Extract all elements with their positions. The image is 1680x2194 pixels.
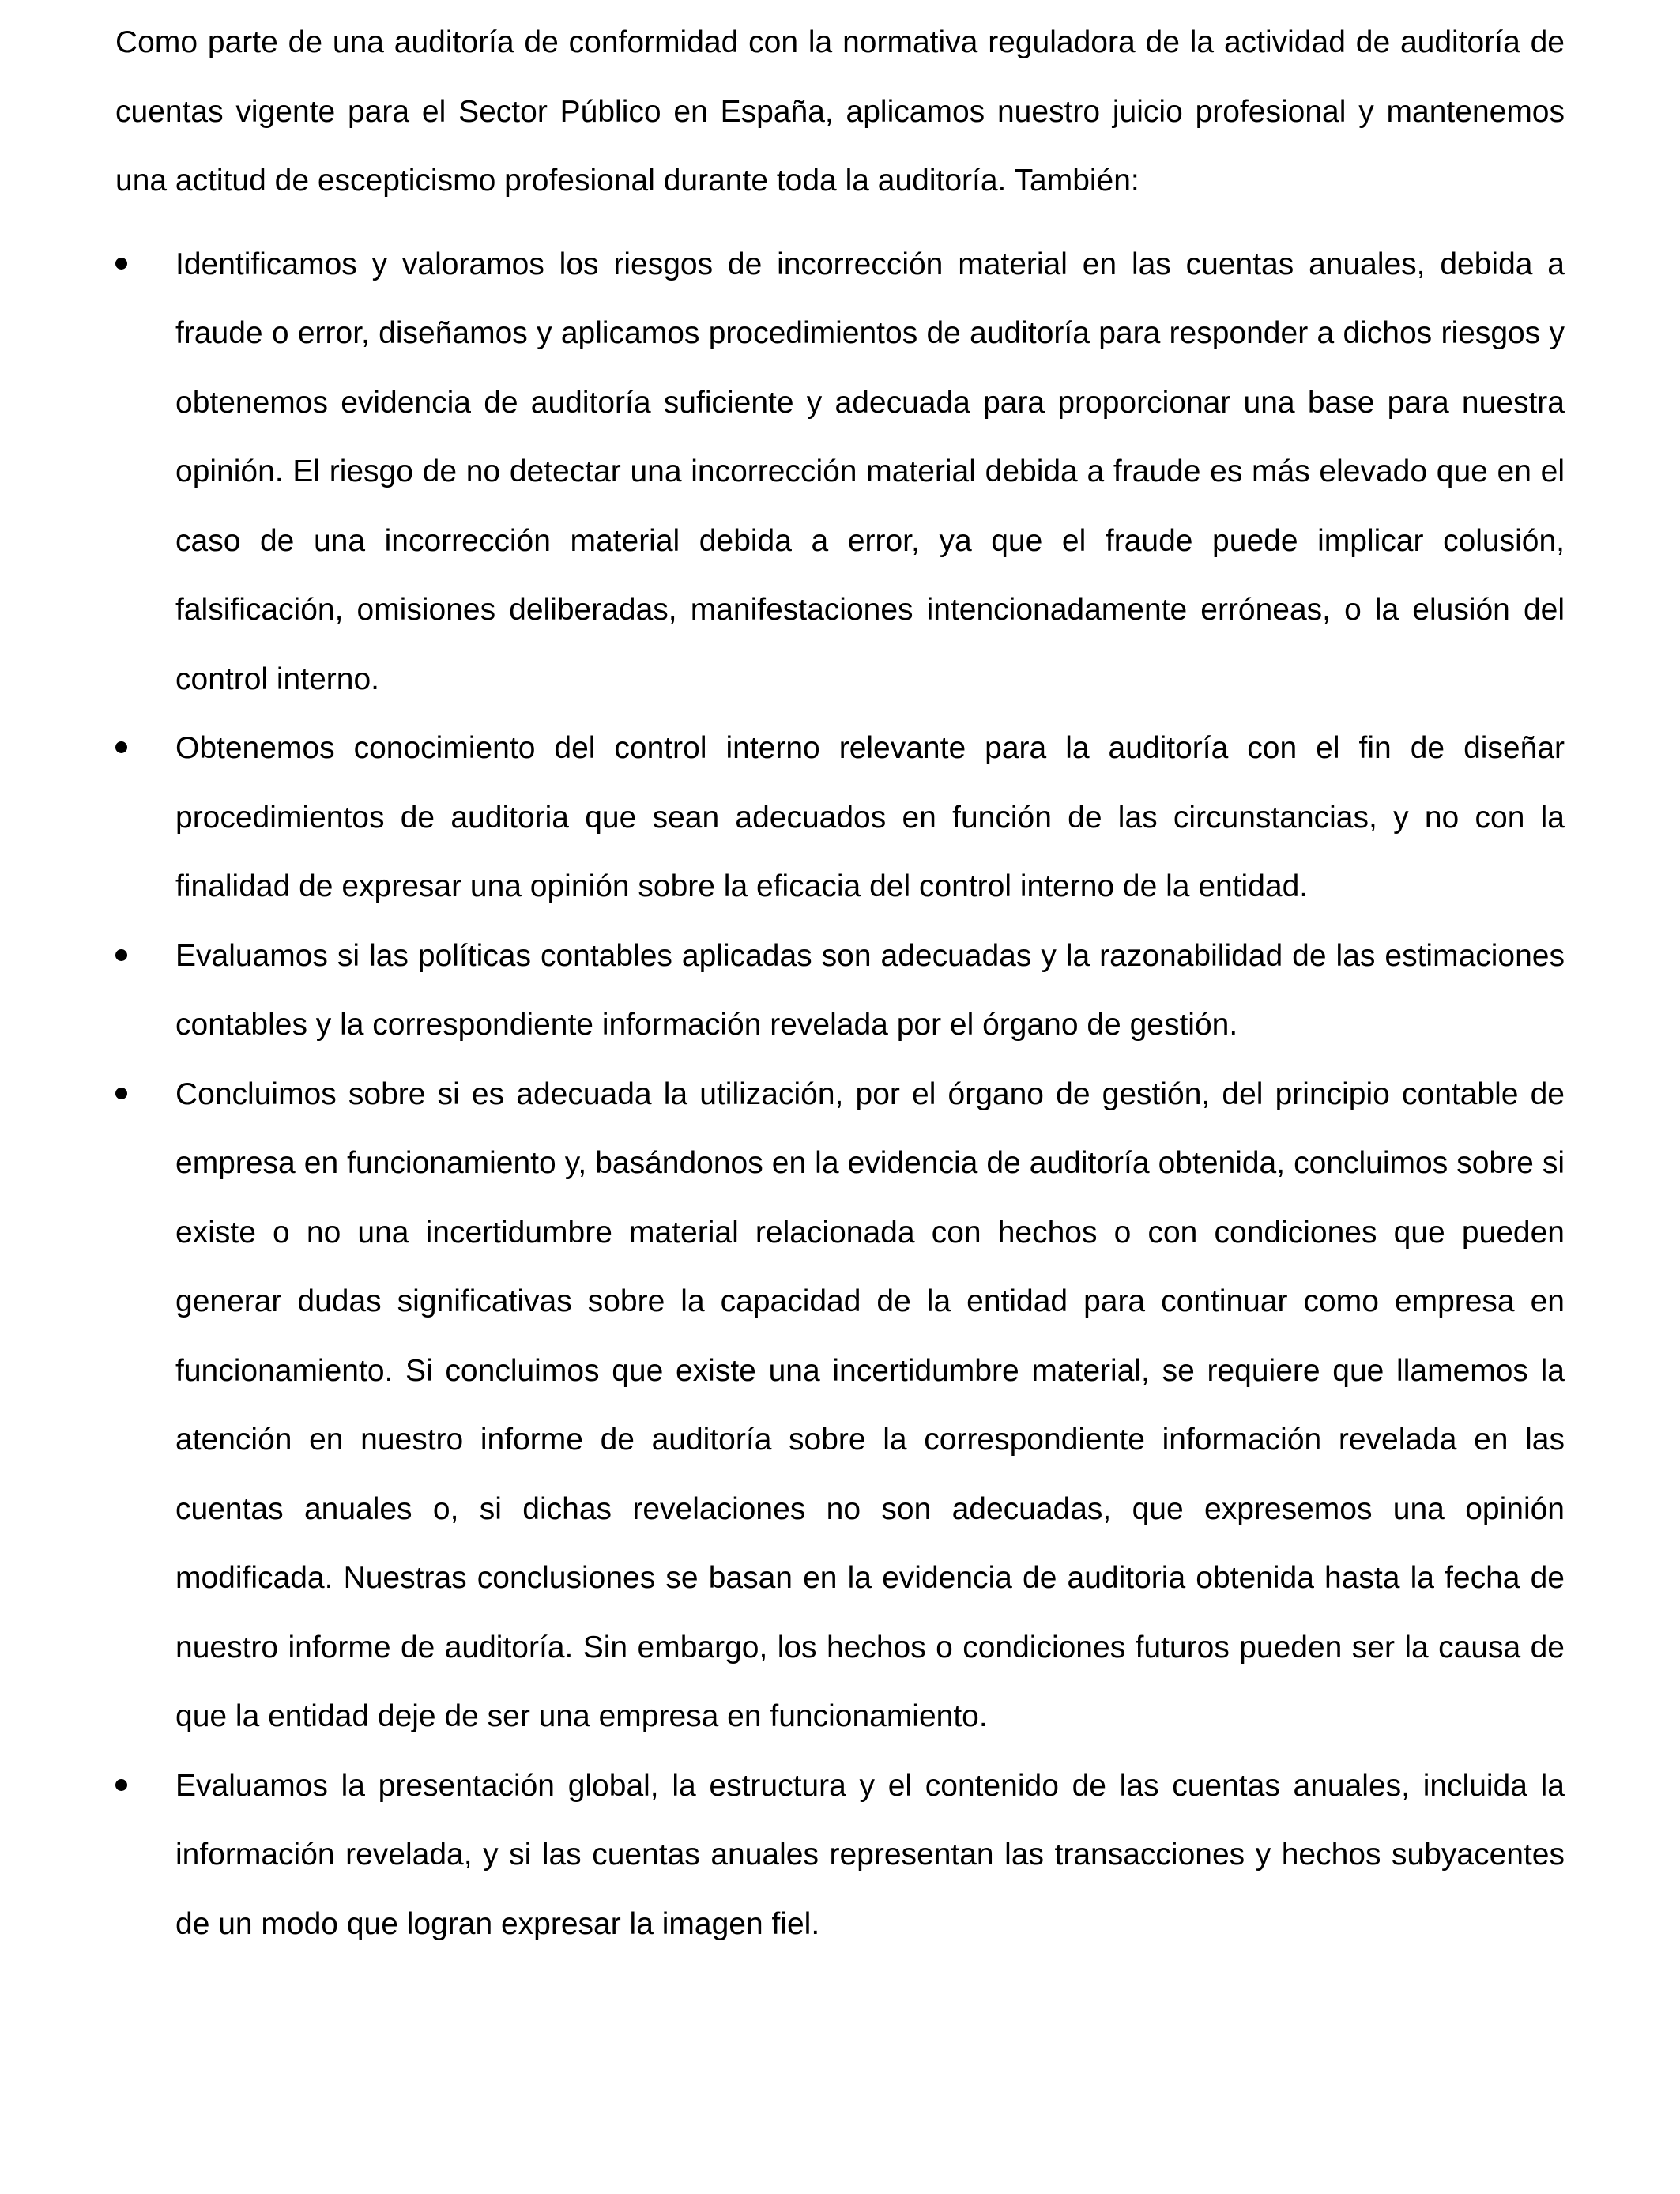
list-item-text: Identificamos y valoramos los riesgos de incorrección material en las cuentas anuales, debida a fraude o error, diseñamos y aplicamos procedimientos de auditoría para responder a dichos riesgos y obtenemos evidencia de auditoría suficiente y adecuada para proporcionar una base para nuestra opinión. El riesgo de no detectar una incorrección material debida a fraude es más elevado que en el caso de una incorrección material debida a error, ya que el fraude puede implicar colusión, falsificación, omisiones deliberadas, manifestaciones intencionadamente erróneas, o la elusión del control interno. xyxy=(175,247,1565,696)
document-page xyxy=(115,0,1565,1958)
list-item xyxy=(115,230,1565,714)
bullet-icon xyxy=(115,949,127,961)
list-item xyxy=(115,1751,1565,1959)
bullet-icon xyxy=(115,741,127,753)
list-item xyxy=(115,1060,1565,1751)
intro-paragraph: Como parte de una auditoría de conformidad con la normativa reguladora de la actividad de auditoría de cuentas vigente para el Sector Público en España, aplicamos nuestro juicio profesional y mantenemos una actitud de escepticismo profesional durante toda la auditoría. También: xyxy=(115,25,1565,198)
list-item xyxy=(115,714,1565,922)
list-item-text: Evaluamos si las políticas contables aplicadas son adecuadas y la razonabilidad de las estimaciones contables y la correspondiente información revelada por el órgano de gestión. xyxy=(175,938,1565,1042)
bullet-icon xyxy=(115,258,127,270)
bullet-icon xyxy=(115,1779,127,1791)
bullet-list xyxy=(115,230,1565,1959)
bullet-icon xyxy=(115,1088,127,1099)
list-item-text: Obtenemos conocimiento del control interno relevante para la auditoría con el fin de diseñar procedimientos de auditoria que sean adecuados en función de las circunstancias, y no con la finalidad de expresar una opinión sobre la eficacia del control interno de la entidad. xyxy=(175,731,1565,903)
list-item xyxy=(115,922,1565,1060)
list-item-text: Concluimos sobre si es adecuada la utilización, por el órgano de gestión, del principio contable de empresa en funcionamiento y, basándonos en la evidencia de auditoría obtenida, concluimos sobre si existe o no una incertidumbre material relacionada con hechos o con condiciones que pueden generar dudas significativas sobre la capacidad de la entidad para continuar como empresa en funcionamiento. Si concluimos que existe una incertidumbre material, se requiere que llamemos la atención en nuestro informe de auditoría sobre la correspondiente información revelada en las cuentas anuales o, si dichas revelaciones no son adecuadas, que expresemos una opinión modificada. Nuestras conclusiones se basan en la evidencia de auditoria obtenida hasta la fecha de nuestro informe de auditoría. Sin embargo, los hechos o condiciones futuros pueden ser la causa de que la entidad deje de ser una empresa en funcionamiento. xyxy=(175,1076,1565,1733)
list-item-text: Evaluamos la presentación global, la estructura y el contenido de las cuentas anuales, incluida la información revelada, y si las cuentas anuales representan las transacciones y hechos subyacentes de un modo que logran expresar la imagen fiel. xyxy=(175,1768,1565,1941)
